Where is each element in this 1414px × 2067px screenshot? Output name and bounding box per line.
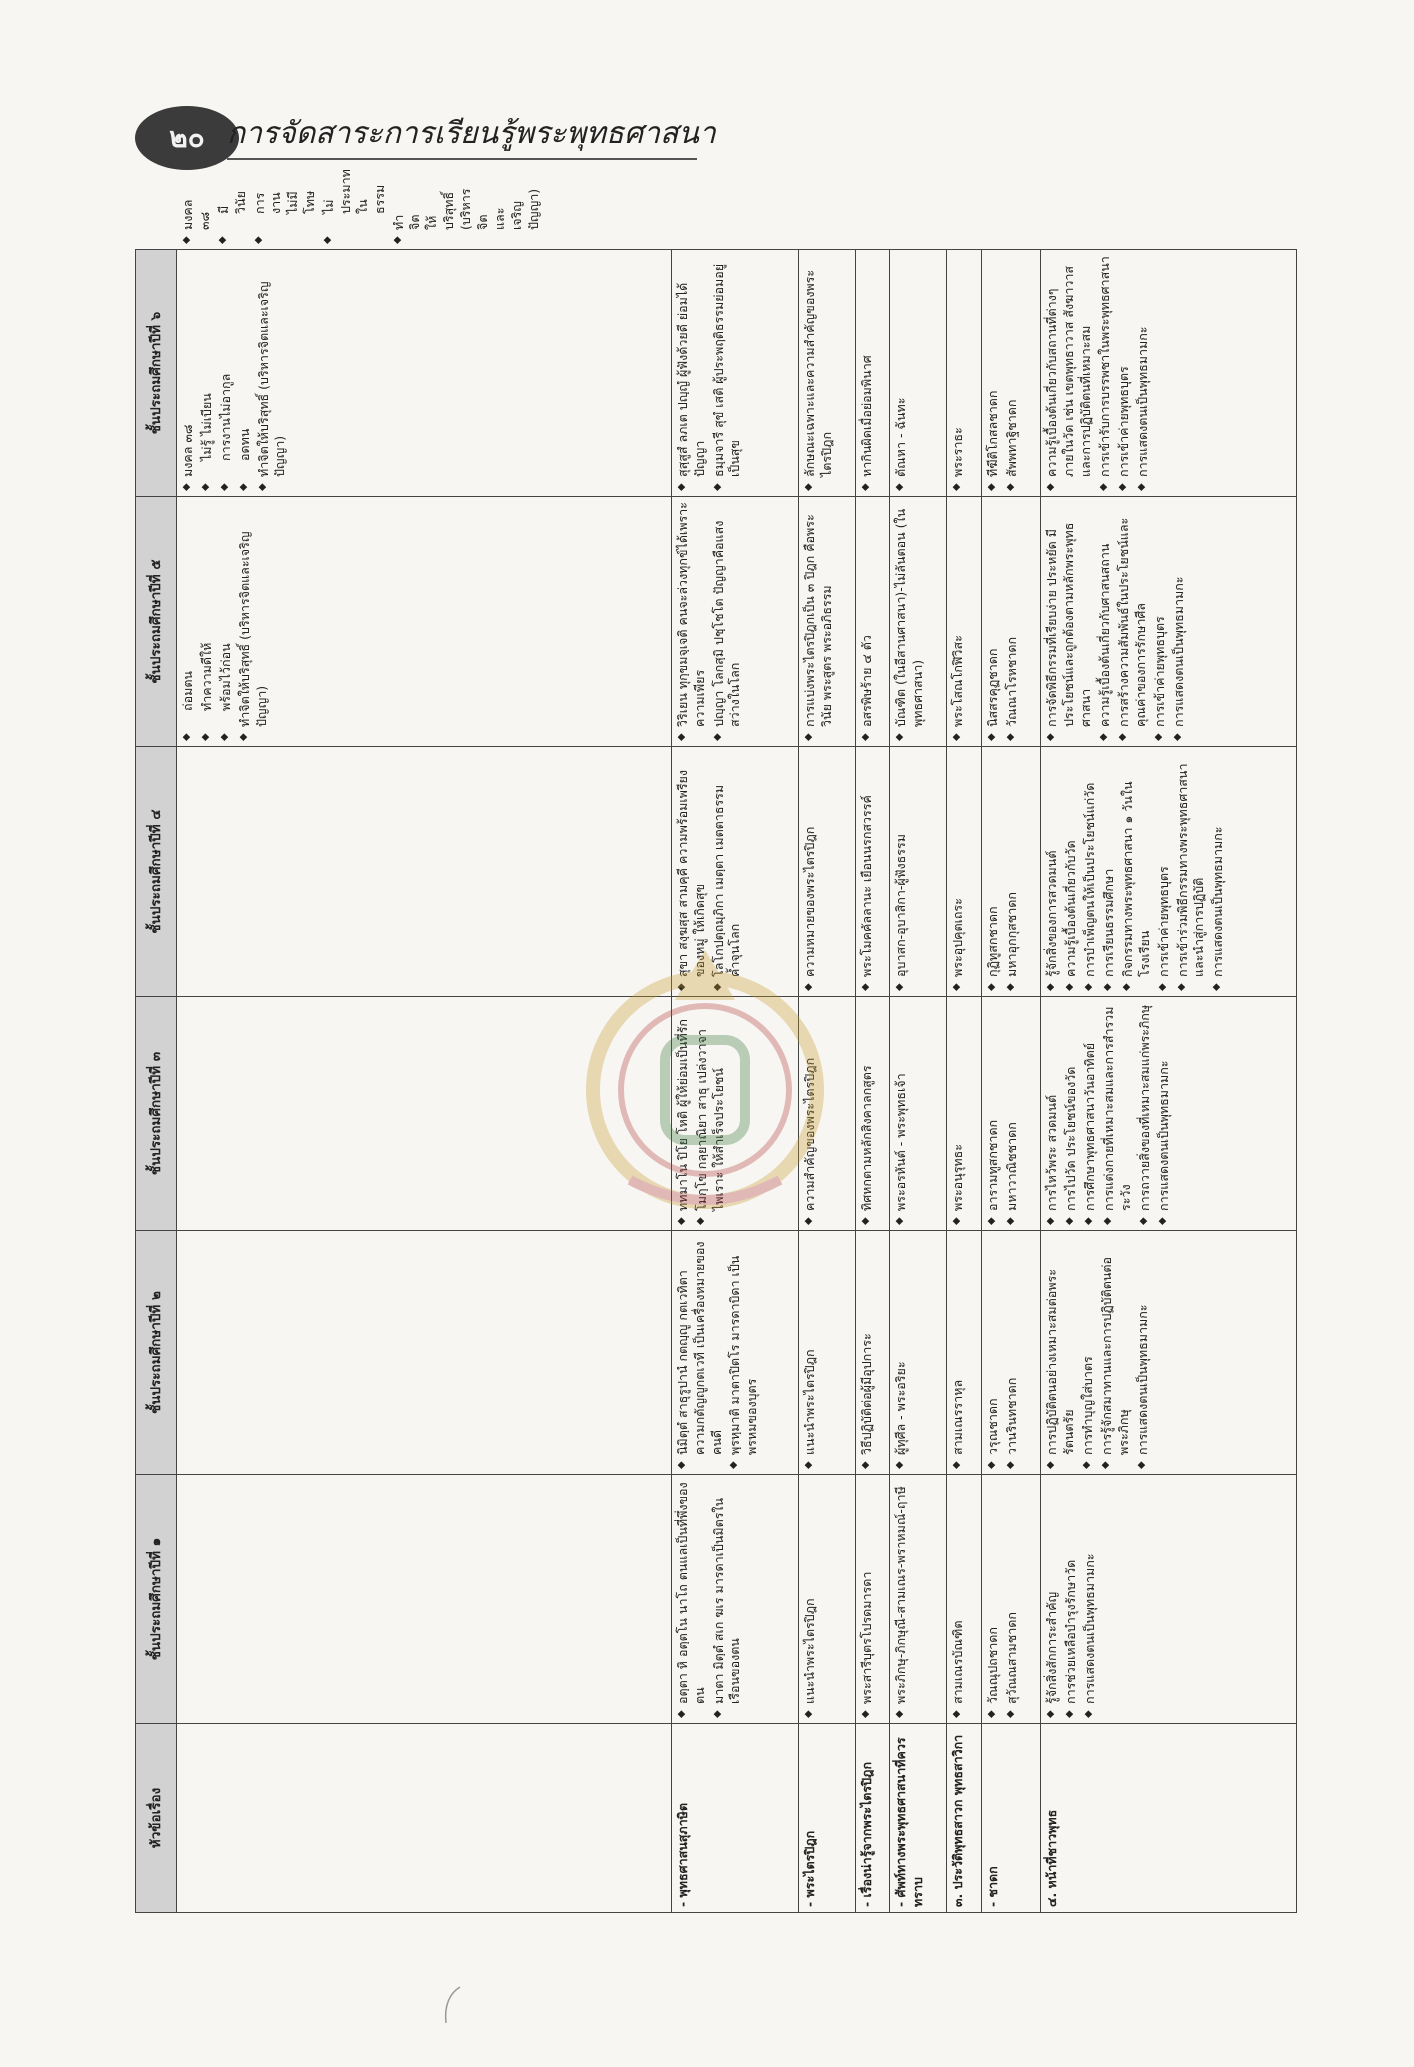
- bullet-list: [859, 752, 876, 991]
- grade-cell: [947, 1231, 981, 1475]
- list-item: ◆ นิมิตฺตํ สาธุรูปานํ กตญฺญู กตเวทิตา ความกตัญญูกตเวที เป็นเครื่องหมายของคนดี: [675, 1236, 726, 1469]
- list-item: ◆ กุฏิทูสกชาดก: [985, 752, 1002, 991]
- list-item: ◆ การแสดงตนเป็นพุทธมามกะ: [1082, 1480, 1099, 1718]
- list-item: ◆ การเข้าร่วมพิธีกรรมทางพระพุทธศาสนาและนำสู่การปฏิบัติ: [1175, 752, 1209, 991]
- list-item: ◆ การศึกษาพุทธศาสนาวันอาทิตย์: [1082, 1002, 1099, 1225]
- sub-list-item: ◆ ทำความดีให้: [199, 502, 216, 741]
- list-item: ◆ โลโกปตฺถมฺภิกา เมตฺตา เมตตาธรรม ค้ำจุนโลก: [711, 752, 745, 991]
- grade-cell: [1041, 1475, 1297, 1724]
- bullet-list: [893, 255, 910, 491]
- list-item: ◆ สุวัณณสามชาดก: [1004, 1480, 1021, 1718]
- list-item: ◆ ความหมายของพระไตรปิฎก: [802, 752, 819, 991]
- page-header: [135, 100, 716, 170]
- grade-cell: [177, 1475, 672, 1724]
- bullet-list: [1044, 1002, 1172, 1225]
- list-item: ◆ พระภิกษุ-ภิกษุณี-สามเณร-พราหมณ์-ฤาษี: [893, 1480, 910, 1718]
- bullet-list: [802, 1480, 819, 1718]
- bullet-list: [675, 255, 745, 491]
- bullet-list: [180, 255, 289, 491]
- list-item: ◆ ความรู้เบื้องต้นเกี่ยวกับศาสนสถาน: [1097, 502, 1114, 741]
- bullet-list: [893, 1480, 910, 1718]
- sub-list-item: ◆ ไม่รู้ ไม่เบียน: [199, 255, 216, 491]
- list-item: ◆ พฺรหฺมาติ มาตาปิตโร มารดาบิดา เป็นพรหมของบุตร: [727, 1236, 761, 1469]
- list-item: ◆ ทำจิตให้บริสุทธิ์ (บริหารจิตและเจริญปัญญา): [391, 230, 543, 244]
- table-row: [855, 250, 889, 1913]
- list-item: ◆ การเรียนธรรมศึกษา: [1101, 752, 1118, 991]
- sub-list-item: ◆ การงานไม่อากูล: [218, 255, 235, 491]
- list-item: ◆ บัณฑิต (ในอีสานศาสนา)-ไม่ลันตอน (ในพุทธศาสนา): [893, 502, 927, 741]
- bullet-list: [675, 1480, 745, 1718]
- bullet-list: [859, 502, 876, 741]
- grade-cell: [671, 1231, 798, 1475]
- grade-cell: [947, 497, 981, 747]
- bullet-list: [859, 1480, 876, 1718]
- table-row: [890, 250, 947, 1913]
- bullet-list: [985, 752, 1021, 991]
- grade-cell: [671, 497, 798, 747]
- list-item: ◆ การเข้ารับการบรรพชาในพระพุทธศาสนา: [1097, 255, 1114, 491]
- bullet-list: [985, 1236, 1021, 1469]
- grade-cell: [177, 250, 672, 497]
- list-item: ◆ พระโมคคัลลานะ เยือนนรกสวรรค์: [859, 752, 876, 991]
- bullet-list: [675, 1236, 761, 1469]
- sub-list-item: ◆ มีวินัย: [216, 214, 250, 244]
- bullet-list: [675, 502, 745, 741]
- list-item: ◆ แนะนำพระไตรปิฎก: [802, 1236, 819, 1469]
- bullet-list: [802, 1236, 819, 1469]
- grade-cell: [1041, 997, 1297, 1231]
- list-item: ◆ มงคล ๓๘: [180, 230, 214, 244]
- list-item: ◆ วิธีปฏิบัติต่อผู้มีอุปการะ: [859, 1236, 876, 1469]
- list-item: ◆ กิจกรรมทางพระพุทธศาสนา ๑ วันในโรงเรียน: [1120, 752, 1154, 991]
- list-item: ◆ รู้จักสิ่งสักการะสำคัญ: [1044, 1480, 1061, 1718]
- page-number-badge: ๒๐: [135, 106, 239, 170]
- list-item: ◆ รู้จักสิ่งของการสวดมนต์: [1044, 752, 1061, 991]
- page-title: การจัดสาระการเรียนรู้พระพุทธศาสนา: [227, 116, 716, 151]
- bullet-list: [675, 1002, 728, 1225]
- list-item: ◆ การแสดงตนเป็นพุทธมามกะ: [1135, 1236, 1152, 1469]
- list-item: ◆ การถวายสิ่งของที่เหมาะสมแก่พระภิกษุ: [1137, 1002, 1154, 1225]
- topic-cell: - เรื่องน่ารู้จากพระไตรปิฎก: [855, 1724, 889, 1913]
- grade-cell: [890, 497, 947, 747]
- bullet-list: [950, 1236, 967, 1469]
- grade-cell: [177, 747, 672, 997]
- grade-cell: [798, 997, 855, 1231]
- list-item: ◆ สามเณรบัณฑิต: [950, 1480, 967, 1718]
- list-item: ◆ การบำเพ็ญตนให้เป็นประโยชน์แก่วัด: [1082, 752, 1099, 991]
- list-item: ◆ การแสดงตนเป็นพุทธมามกะ: [1171, 502, 1188, 741]
- grade-cell: [177, 1231, 672, 1475]
- list-item: ◆ การปฏิบัติตนอย่างเหมาะสมต่อพระรัตนตรัย: [1044, 1236, 1078, 1469]
- sub-list-item: ◆ การงานไม่มีโทษ: [252, 214, 320, 244]
- bullet-list: [950, 1480, 967, 1718]
- list-item: ◆ การไหว้พระ สวดมนต์: [1044, 1002, 1061, 1225]
- grade-cell: [981, 747, 1041, 997]
- bullet-list: [802, 1002, 819, 1225]
- list-item: ◆ หากินผิดเมื่อย่อมพินาศ: [859, 255, 876, 491]
- list-item: ◆ ผู้ทุศีล - พระอริยะ: [893, 1236, 910, 1469]
- grade-cell: [177, 997, 672, 1231]
- list-item: ◆ การสร้างความสัมพันธ์ในประโยชน์และคุณค่าของการรักษาศีล: [1116, 502, 1150, 741]
- list-item: ◆ การช่วยเหลือบำรุงรักษาวัด: [1063, 1480, 1080, 1718]
- grade-cell: [855, 747, 889, 997]
- bullet-list: [893, 502, 927, 741]
- bullet-list: [950, 1002, 967, 1225]
- list-item: ◆ การแสดงตนเป็นพุทธมามกะ: [1210, 752, 1227, 991]
- bullet-list: [802, 255, 836, 491]
- list-item: ◆ พระราธะ: [950, 255, 967, 491]
- sub-list-item: ◆ อดทน: [237, 255, 254, 491]
- grade-cell: [798, 1475, 855, 1724]
- table-row: [947, 250, 981, 1913]
- bullet-list: [859, 1236, 876, 1469]
- header-grade-1: ชั้นประถมศึกษาปีที่ ๑: [136, 1475, 177, 1724]
- bullet-list: [950, 752, 967, 991]
- table-row: [177, 250, 672, 1913]
- sub-list-item: ◆ ไม่ประมาทในธรรม: [321, 214, 389, 244]
- grade-cell: [798, 250, 855, 497]
- list-item: ◆ ทีฆีติโกสลชาดก: [985, 255, 1002, 491]
- list-item: ◆ วัณณุปถชาดก: [985, 1480, 1002, 1718]
- bullet-list: [985, 1002, 1021, 1225]
- grade-cell: [1041, 250, 1297, 497]
- bullet-list: [1044, 1236, 1151, 1469]
- topic-cell: - ชาดก: [981, 1724, 1041, 1913]
- table-body: [177, 169, 1297, 1913]
- grade-cell: [798, 1231, 855, 1475]
- list-item: ◆ มหาอุกกุสชาดก: [1004, 752, 1021, 991]
- bullet-list: [802, 502, 836, 741]
- list-item: ◆ วานรินทชาดก: [1004, 1236, 1021, 1469]
- list-item: ◆ การแบ่งพระไตรปิฎกเป็น ๓ ปิฎก คือพระวินัย พระสูตร พระอภิธรรม: [802, 502, 836, 741]
- list-item: ◆ ตัณหา - ฉันทะ: [893, 255, 910, 491]
- list-item: ◆ สามเณรราหุล: [950, 1236, 967, 1469]
- bullet-list: [893, 1002, 910, 1225]
- grade-cell: [798, 497, 855, 747]
- bullet-list: [950, 502, 967, 741]
- topic-cell: - พุทธศาสนสุภาษิต: [671, 1724, 798, 1913]
- list-item: ◆ แนะนำพระไตรปิฎก: [802, 1480, 819, 1718]
- list-item: ◆ การไปวัด ประโยชน์ของวัด: [1063, 1002, 1080, 1225]
- bullet-list: [859, 255, 876, 491]
- list-item: ◆ ทิศหกตามหลักสิงคาลกสูตร: [859, 1002, 876, 1225]
- list-item: ◆ ธมฺมจารี สุขํ เสติ ผู้ประพฤติธรรมย่อมอยู่เป็นสุข: [711, 255, 745, 491]
- list-item: ◆ การแสดงตนเป็นพุทธมามกะ: [1135, 255, 1152, 491]
- topic-cell: - พระไตรปิฎก: [798, 1724, 855, 1913]
- list-item: ◆ สัพพทาฐิชาดก: [1004, 255, 1021, 491]
- bullet-list: [802, 752, 819, 991]
- bullet-list: [893, 1236, 910, 1469]
- list-item: ◆ สุสฺสูสํ ลภเต ปญฺญํ ผู้ฟังด้วยดี ย่อมได้ปัญญา: [675, 255, 709, 491]
- grade-cell: [855, 997, 889, 1231]
- list-item: ◆ ปญฺญา โลกสฺมิ ปชฺโชโต ปัญญาคือแสงสว่างในโลก: [711, 502, 745, 741]
- grade-cell: [890, 1231, 947, 1475]
- list-item: ◆ สุขา สงฺฆสฺส สามคฺคี ความพร้อมเพรียงของหมู่ ให้เกิดสุข: [675, 752, 709, 991]
- topic-cell: [177, 1724, 672, 1913]
- bullet-list: [950, 255, 967, 491]
- list-item: ◆ วัณณาโรหชาดก: [1004, 502, 1021, 741]
- list-item: ◆ โมกฺโข กลฺยาณิยา สาธุ เปล่งวาจาไพเราะ ให้สำเร็จประโยชน์: [694, 1002, 728, 1225]
- list-item: ◆ ลักษณะเฉพาะและความสำคัญของพระไตรปิฎก: [802, 255, 836, 491]
- bullet-list: [180, 502, 270, 741]
- curriculum-table: [135, 169, 1297, 1913]
- header-topic: หัวข้อเรื่อง: [136, 1724, 177, 1913]
- list-item: ◆ การเข้าค่ายพุทธบุตร: [1156, 752, 1173, 991]
- bullet-list: [985, 1480, 1021, 1718]
- grade-cell: [981, 497, 1041, 747]
- table-row: [1041, 250, 1297, 1913]
- list-item: ◆ ความรู้เบื้องต้นเกี่ยวกับสถานที่ต่างๆ ภายในวัด เช่น เขตพุทธาวาส สังฆาวาส และการปฏิบัติตนที่เหมาะสม: [1044, 255, 1095, 491]
- list-item: ◆ ความรู้เบื้องต้นเกี่ยวกับวัด: [1063, 752, 1080, 991]
- grade-cell: [855, 1475, 889, 1724]
- grade-cell: [1041, 747, 1297, 997]
- grade-cell: [947, 747, 981, 997]
- bullet-list: [893, 752, 910, 991]
- list-item: ◆ มหาวาณิชชาดก: [1004, 1002, 1021, 1225]
- topic-cell: - ศัพท์ทางพระพุทธศาสนาที่ควรทราบ: [890, 1724, 947, 1913]
- list-item: ◆ อารามทูสกชาดก: [985, 1002, 1002, 1225]
- grade-cell: [947, 1475, 981, 1724]
- bullet-list: [1044, 1480, 1099, 1718]
- list-item: ◆ การแสดงตนเป็นพุทธมามกะ: [1156, 1002, 1173, 1225]
- bullet-list: [1044, 502, 1187, 741]
- grade-cell: [671, 747, 798, 997]
- header-grade-5: ชั้นประถมศึกษาปีที่ ๕: [136, 497, 177, 747]
- grade-cell: [855, 497, 889, 747]
- list-item: ◆ ททมาโน ปิโย โหติ ผู้ให้ย่อมเป็นที่รัก: [675, 1002, 692, 1225]
- list-item: ◆ พระอนุรุทธะ: [950, 1002, 967, 1225]
- list-item: ◆ ความสำคัญของพระไตรปิฎก: [802, 1002, 819, 1225]
- grade-cell: [671, 997, 798, 1231]
- header-grade-2: ชั้นประถมศึกษาปีที่ ๒: [136, 1231, 177, 1475]
- bullet-list: [1044, 752, 1227, 991]
- list-item: ◆ วิริเยน ทุกฺขมจฺเจติ คนจะล่วงทุกข์ได้เพราะความเพียร: [675, 502, 709, 741]
- grade-cell: [798, 747, 855, 997]
- list-item: ◆ มาตา มิตฺตํ สเก ฆเร มารดาเป็นมิตรในเรือนของตน: [711, 1480, 745, 1718]
- grade-cell: [1041, 497, 1297, 747]
- list-item: ◆ ทำจิตให้บริสุทธิ์ (บริหารจิตและเจริญปัญญา): [256, 255, 290, 491]
- grade-cell: [855, 1231, 889, 1475]
- grade-cell: [947, 997, 981, 1231]
- topic-cell: ๔. หน้าที่ชาวพุทธ: [1041, 1724, 1297, 1913]
- list-item: ◆ พระโสณโกฬิวิสะ: [950, 502, 967, 741]
- sub-list-item: ◆ พร้อมไว้ก่อน: [218, 502, 235, 741]
- header-grade-3: ชั้นประถมศึกษาปีที่ ๓: [136, 997, 177, 1231]
- list-item: ◆ ทำจิตให้บริสุทธิ์ (บริหารจิตและเจริญปัญญา): [237, 502, 271, 741]
- sub-list-item: ◆ ถ่อมตน: [180, 502, 197, 741]
- grade-cell: [671, 250, 798, 497]
- list-item: ◆ นิสสรคุฏชาดก: [985, 502, 1002, 741]
- rotated-table-container: [135, 169, 1297, 1913]
- list-item: ◆ การแต่งกายที่เหมาะสมและการสำรวมระวัง: [1101, 1002, 1135, 1225]
- list-item: ◆ การทำบุญใส่บาตร: [1080, 1236, 1097, 1469]
- list-item: ◆ การรู้จักสมาทานและการปฏิบัติตนต่อพระภิกษุ: [1099, 1236, 1133, 1469]
- grade-cell: [177, 497, 672, 747]
- grade-cell: [890, 997, 947, 1231]
- bullet-list: [859, 1002, 876, 1225]
- bullet-list: [675, 752, 745, 991]
- table-header-row: [136, 250, 177, 1913]
- list-item: ◆ การจัดพิธีกรรมที่เรียบง่าย ประหยัด มีประโยชน์และถูกต้องตามหลักพระพุทธศาสนา: [1044, 502, 1095, 741]
- grade-cell: [981, 997, 1041, 1231]
- topic-cell: ๓. ประวัติพุทธสาวก พุทธสาวิกา: [947, 1724, 981, 1913]
- grade-cell: [1041, 1231, 1297, 1475]
- grade-cell: [981, 1231, 1041, 1475]
- bullet-list: [985, 255, 1021, 491]
- list-item: ◆ พระสารีบุตรโปรดมารดา: [859, 1480, 876, 1718]
- list-item: ◆ วรุณชาดก: [985, 1236, 1002, 1469]
- table-row: [671, 250, 798, 1913]
- table-row: [981, 250, 1041, 1913]
- list-item: ◆ อตฺตา หิ อตฺตโน นาโถ ตนแลเป็นที่พึ่งของตน: [675, 1480, 709, 1718]
- header-grade-4: ชั้นประถมศึกษาปีที่ ๔: [136, 747, 177, 997]
- grade-cell: [890, 747, 947, 997]
- title-underline: [227, 158, 697, 160]
- list-item: ◆ การเข้าค่ายพุทธบุตร: [1116, 255, 1133, 491]
- list-item: ◆ พระอรหันต์ - พระพุทธเจ้า: [893, 1002, 910, 1225]
- list-item: ◆ การเข้าค่ายพุทธบุตร: [1152, 502, 1169, 741]
- grade-cell: [671, 1475, 798, 1724]
- grade-cell: [890, 1475, 947, 1724]
- table-row: [798, 250, 855, 1913]
- bullet-list: [985, 502, 1021, 741]
- grade-cell: [981, 1475, 1041, 1724]
- grade-cell: [947, 250, 981, 497]
- list-item: ◆ พระอุปคุตเถระ: [950, 752, 967, 991]
- bullet-list: [1044, 255, 1151, 491]
- grade-cell: [890, 250, 947, 497]
- grade-cell: [981, 250, 1041, 497]
- list-item: ◆ มงคล ๓๘: [180, 255, 197, 491]
- list-item: ◆ อสรพิษร้าย ๔ ตัว: [859, 502, 876, 741]
- grade-cell: [855, 250, 889, 497]
- header-grade-6: ชั้นประถมศึกษาปีที่ ๖: [136, 250, 177, 497]
- list-item: ◆ อุบาสก-อุบาสิกา-ผู้ฟังธรรม: [893, 752, 910, 991]
- table-wrapper: [135, 169, 1297, 1913]
- pen-mark-icon: [440, 1985, 466, 2025]
